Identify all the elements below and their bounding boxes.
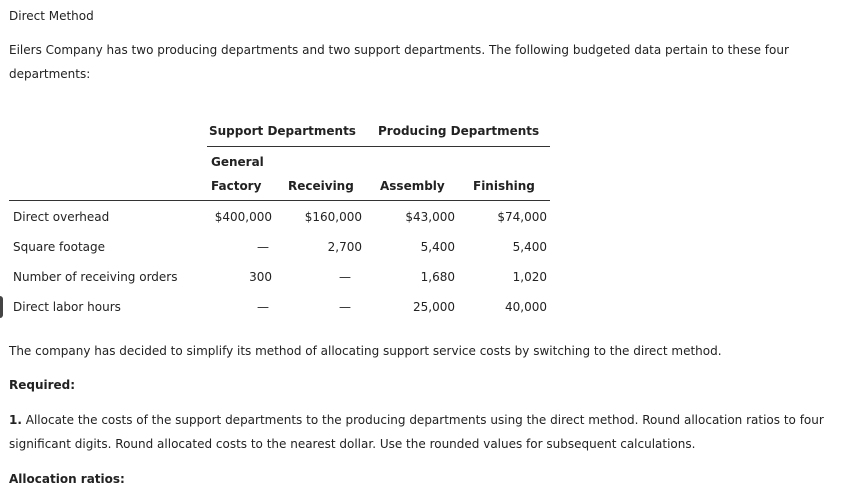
- col-header-general-line2: Factory: [211, 179, 262, 193]
- cell-finishing-direct-overhead: $74,000: [497, 210, 547, 224]
- row-label-receiving-orders: Number of receiving orders: [13, 270, 178, 284]
- cell-general-square-footage: —: [257, 240, 269, 254]
- cell-receiving-square-footage: 2,700: [327, 240, 362, 254]
- support-departments-header: Support Departments: [209, 124, 356, 138]
- method-note: The company has decided to simplify its method of allocating support service costs by switching to the direct method.: [9, 344, 722, 358]
- cell-receiving-receiving-orders: —: [339, 270, 351, 284]
- cell-finishing-direct-labor-hours: 40,000: [505, 300, 547, 314]
- row-label-square-footage: Square footage: [13, 240, 106, 254]
- row-label-direct-labor-hours: Direct labor hours: [13, 300, 121, 314]
- col-header-general-line1: General: [211, 155, 264, 169]
- cell-assembly-direct-labor-hours: 25,000: [413, 300, 455, 314]
- cell-finishing-receiving-orders: 1,020: [512, 270, 547, 284]
- page-title: Direct Method: [9, 9, 94, 23]
- cell-receiving-direct-labor-hours: —: [339, 300, 351, 314]
- producing-departments-header: Producing Departments: [378, 124, 540, 138]
- col-header-receiving: Receiving: [288, 179, 354, 193]
- cell-assembly-square-footage: 5,400: [420, 240, 455, 254]
- cell-receiving-direct-overhead: $160,000: [304, 210, 362, 224]
- required-label: Required:: [9, 378, 76, 392]
- col-header-assembly: Assembly: [380, 179, 445, 193]
- question-1: [9, 408, 839, 456]
- cell-general-receiving-orders: 300: [249, 270, 272, 284]
- row-label-direct-overhead: Direct overhead: [13, 210, 110, 224]
- allocation-ratios-label: Allocation ratios:: [9, 472, 125, 486]
- cell-finishing-square-footage: 5,400: [512, 240, 547, 254]
- cell-assembly-direct-overhead: $43,000: [405, 210, 455, 224]
- column-header-rule: [9, 200, 550, 201]
- intro-paragraph: Eilers Company has two producing departments and two support departments. The following budgeted data pertain to these four departments:: [9, 43, 789, 81]
- cell-assembly-receiving-orders: 1,680: [420, 270, 455, 284]
- question-text: Allocate the costs of the support departments to the producing departments using the direct method. Round allocation ratios to four significant digits. Round allocated costs to the nearest dollar. Use the rounded values for subsequent calculations.: [9, 413, 824, 451]
- cell-general-direct-labor-hours: —: [257, 300, 269, 314]
- focus-bar: [0, 296, 3, 318]
- question-number: 1.: [9, 413, 22, 427]
- group-header-rule: [207, 146, 550, 147]
- col-header-finishing: Finishing: [473, 179, 535, 193]
- cell-general-direct-overhead: $400,000: [214, 210, 272, 224]
